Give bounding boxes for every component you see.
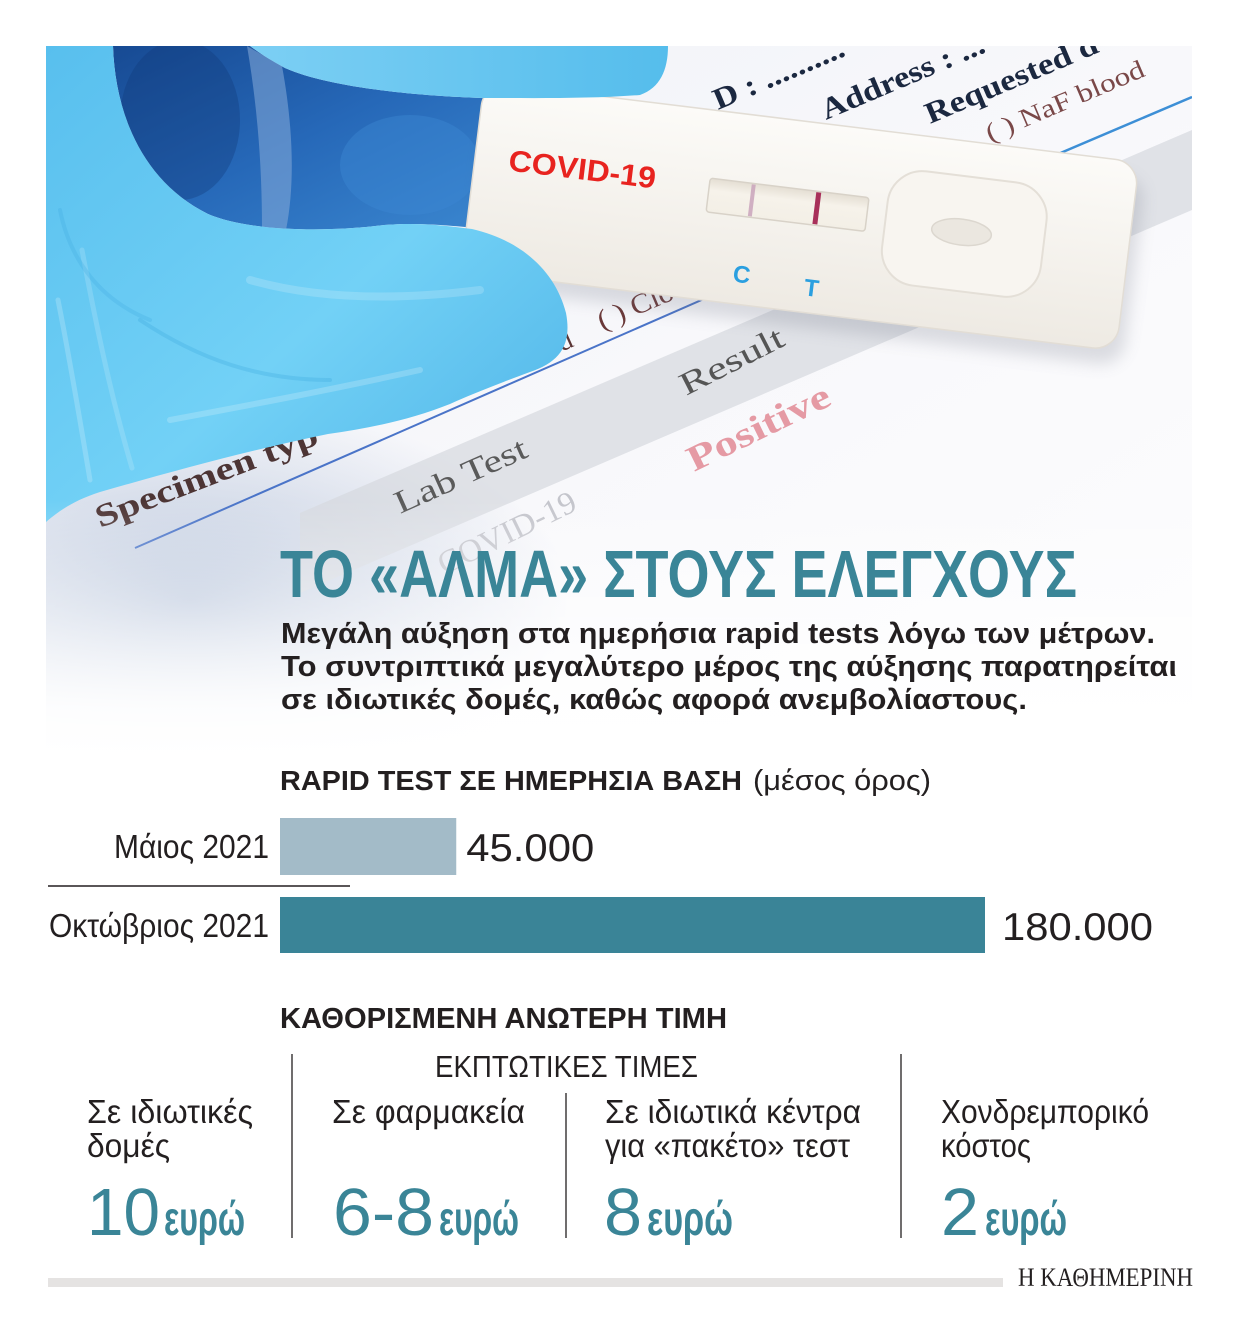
bar-value-label: 180.000 (1002, 906, 1153, 949)
chart-title-note: (μέσος όρος) (753, 765, 931, 797)
price-column-package-centers (604, 1093, 861, 1250)
price-unit: ευρώ (439, 1193, 519, 1246)
publisher-logo: Η ΚΑΘΗΜΕΡΙΝΗ (1018, 1263, 1194, 1292)
bar-may-2021 (280, 818, 456, 875)
price-label: κόστος (941, 1127, 1031, 1164)
bar-value-label: 45.000 (466, 827, 595, 870)
price-label: Σε ιδιωτικές (87, 1093, 253, 1130)
bar-category-label: Οκτώβριος 2021 (49, 907, 269, 944)
price-column-wholesale (941, 1093, 1149, 1250)
bar-october-2021 (280, 897, 985, 953)
price-unit: ευρώ (164, 1193, 245, 1246)
subtitle-line: Μεγάλη αύξηση στα ημερήσια rapid tests λόγω των μέτρων. (281, 618, 1155, 650)
price-amount: 2 (941, 1175, 979, 1250)
subtitle-line: σε ιδιωτικές δομές, καθώς αφορά ανεμβολίαστους. (281, 684, 1027, 716)
price-unit: ευρώ (647, 1193, 733, 1246)
price-label: Σε ιδιωτικά κέντρα (605, 1093, 861, 1130)
price-amount: 6-8 (333, 1175, 434, 1250)
price-heading: ΚΑΘΟΡΙΣΜΕΝΗ ΑΝΩΤΕΡΗ ΤΙΜΗ (280, 1003, 727, 1035)
page-title: ΤΟ «ΑΛΜΑ» ΣΤΟΥΣ ΕΛΕΓΧΟΥΣ (280, 537, 1077, 612)
bar-chart (48, 765, 1153, 953)
price-column-pharmacies (332, 1093, 525, 1250)
price-unit: ευρώ (985, 1193, 1067, 1246)
price-amount: 8 (604, 1175, 642, 1250)
subtitle-line: Το συντριπτικά μεγαλύτερο μέρος της αύξησης παρατηρείται (281, 651, 1177, 683)
chart-title: RAPID TEST ΣΕ ΗΜΕΡΗΣΙΑ ΒΑΣΗ (280, 765, 742, 796)
price-label: Χονδρεμπορικό (941, 1093, 1149, 1130)
price-section (87, 1003, 1149, 1250)
price-amount: 10 (87, 1175, 160, 1250)
price-label: Σε φαρμακεία (332, 1093, 525, 1130)
footer-rule (48, 1278, 1003, 1287)
bar-category-label: Μάιος 2021 (114, 828, 269, 865)
price-label: για «πακέτο» τεστ (605, 1127, 850, 1164)
price-label: δομές (87, 1127, 170, 1164)
price-column-private-facilities (87, 1093, 253, 1250)
discount-group-label: ΕΚΠΤΩΤΙΚΕΣ ΤΙΜΕΣ (435, 1049, 698, 1084)
